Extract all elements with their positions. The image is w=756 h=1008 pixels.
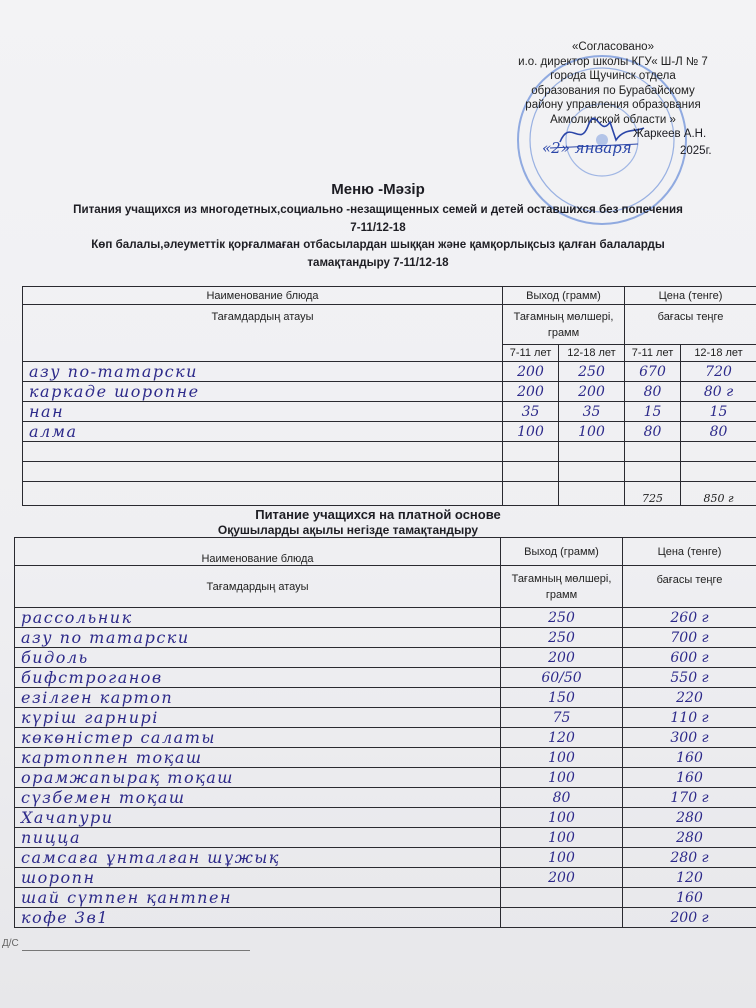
price-7-11: 670 [625, 362, 681, 382]
approval-line: «Согласовано» [572, 41, 654, 53]
dish-name: азу по татарски [15, 628, 501, 648]
output-grams: 75 [501, 708, 623, 728]
price-tenge: 120 [623, 868, 756, 888]
col-header-price-kz: бағасы теңге [623, 566, 756, 608]
price-7-11: 15 [625, 402, 681, 422]
approval-line: образования по Бурабайскому [531, 84, 695, 97]
paid-section-title-ru: Питание учащихся на платной основе [255, 507, 501, 522]
price-tenge: 280 [623, 808, 756, 828]
output-grams: 250 [501, 628, 623, 648]
price-12-18: 80 г [681, 382, 756, 402]
price-12-18 [681, 442, 756, 462]
price-tenge: 160 [623, 768, 756, 788]
price-7-11: 80 [625, 422, 681, 442]
age-group-header: 12-18 лет [681, 345, 756, 362]
output-grams: 250 [501, 608, 623, 628]
output-12-18: 200 [559, 382, 625, 402]
output-grams: 200 [501, 868, 623, 888]
paid-meals-table [14, 537, 756, 928]
dish-name: Хачапури [15, 808, 501, 828]
table-row [23, 382, 756, 402]
table-row [23, 462, 756, 482]
table-row [23, 482, 756, 506]
output-12-18 [559, 462, 625, 482]
dish-name: шай сүтпен қантпен [15, 888, 501, 908]
dish-name: азу по-татарски [23, 362, 503, 382]
col-header-out-kz: Тағамның мөлшері, грамм [503, 305, 625, 345]
table-row [15, 648, 756, 668]
table-row [23, 442, 756, 462]
output-grams: 80 [501, 788, 623, 808]
table-row [15, 728, 756, 748]
table-row [23, 362, 756, 382]
price-tenge: 280 [623, 828, 756, 848]
table-row [23, 402, 756, 422]
price-tenge: 600 г [623, 648, 756, 668]
col-header-name-kz: Тағамдардың атауы [15, 566, 501, 608]
price-tenge: 700 г [623, 628, 756, 648]
approval-date [534, 139, 756, 161]
table-row [15, 908, 756, 928]
price-12-18: 80 [681, 422, 756, 442]
age-group-header: 7-11 лет [625, 345, 681, 362]
table-row [15, 808, 756, 828]
col-header-price-ru: Цена (тенге) [625, 287, 756, 305]
table-row [15, 848, 756, 868]
output-grams [501, 908, 623, 928]
price-12-18: 15 [681, 402, 756, 422]
price-tenge: 110 г [623, 708, 756, 728]
price-tenge: 160 [623, 748, 756, 768]
output-7-11 [503, 482, 559, 506]
dish-name: бифстроганов [15, 668, 501, 688]
price-tenge: 170 г [623, 788, 756, 808]
col-header-out-ru: Выход (грамм) [501, 538, 623, 566]
dish-name: езілген картоп [15, 688, 501, 708]
price-tenge: 280 г [623, 848, 756, 868]
dish-name [23, 462, 503, 482]
output-7-11: 100 [503, 422, 559, 442]
output-grams: 100 [501, 848, 623, 868]
subtitle-ru: Питания учащихся из многодетных,социально -незащищенных семей и детей оставшихся без попечения [73, 203, 683, 216]
subtitle-ru-grades: 7-11/12-18 [350, 221, 406, 234]
output-grams: 200 [501, 648, 623, 668]
output-grams [501, 888, 623, 908]
handwritten-date: «2» января [542, 139, 632, 157]
subtitle-kz: Көп балалы,әлеуметтік қорғалмаған отбасылардан шыққан және қамқорлықсыз қалған балаларды [91, 238, 665, 251]
col-header-name-ru: Наименование блюда [23, 287, 503, 305]
dish-name: шоропн [15, 868, 501, 888]
table-row [15, 768, 756, 788]
dish-name: күріш гарнирі [15, 708, 501, 728]
table-row [15, 708, 756, 728]
table-row [15, 788, 756, 808]
dish-name: рассольник [15, 608, 501, 628]
table-row [15, 628, 756, 648]
price-tenge: 300 г [623, 728, 756, 748]
output-7-11 [503, 442, 559, 462]
output-7-11: 200 [503, 382, 559, 402]
total-12-18: 850 г [681, 482, 756, 506]
output-12-18 [559, 482, 625, 506]
output-12-18: 100 [559, 422, 625, 442]
output-12-18: 250 [559, 362, 625, 382]
price-tenge: 200 г [623, 908, 756, 928]
price-12-18: 720 [681, 362, 756, 382]
age-group-header: 12-18 лет [559, 345, 625, 362]
subtitle-kz-2: тамақтандыру 7-11/12-18 [307, 256, 449, 269]
dish-name: пицца [15, 828, 501, 848]
price-7-11 [625, 462, 681, 482]
price-7-11 [625, 442, 681, 462]
output-grams: 100 [501, 748, 623, 768]
approval-line: району управления образования [525, 99, 701, 112]
date-year: 2025г. [680, 145, 712, 157]
price-tenge: 220 [623, 688, 756, 708]
price-tenge: 260 г [623, 608, 756, 628]
output-12-18: 35 [559, 402, 625, 422]
output-grams: 120 [501, 728, 623, 748]
dish-name: кофе 3в1 [15, 908, 501, 928]
free-meals-table [22, 286, 756, 506]
table-row [15, 608, 756, 628]
col-header-out-ru: Выход (грамм) [503, 287, 625, 305]
col-header-price-kz: бағасы теңге [625, 305, 756, 345]
table-row [15, 888, 756, 908]
dish-name: алма [23, 422, 503, 442]
table-row [15, 868, 756, 888]
output-7-11: 200 [503, 362, 559, 382]
dish-name: орамжапырақ тоқаш [15, 768, 501, 788]
dish-name: самсаға ұнталған шұжық [15, 848, 501, 868]
output-grams: 150 [501, 688, 623, 708]
table-row [23, 422, 756, 442]
approval-line: города Щучинск отдела [550, 70, 676, 83]
col-header-out-kz: Тағамның мөлшері, грамм [501, 566, 623, 608]
output-7-11: 35 [503, 402, 559, 422]
dish-name: картоппен тоқаш [15, 748, 501, 768]
dish-name: бидоль [15, 648, 501, 668]
dish-name: нан [23, 402, 503, 422]
dish-name: көкөністер салаты [15, 728, 501, 748]
output-12-18 [559, 442, 625, 462]
dish-name: каркаде шоропне [23, 382, 503, 402]
approval-line: и.о. директор школы КГУ« Ш-Л № 7 [518, 55, 708, 68]
col-header-name-kz: Тағамдардың атауы [23, 305, 503, 362]
table-row [15, 748, 756, 768]
signer-name: Жаркеев А.Н. [633, 128, 707, 140]
col-header-price-ru: Цена (тенге) [623, 538, 756, 566]
price-7-11: 80 [625, 382, 681, 402]
output-7-11 [503, 462, 559, 482]
approval-line: Акмолинской области » [550, 113, 676, 126]
price-tenge: 160 [623, 888, 756, 908]
output-grams: 100 [501, 768, 623, 788]
dish-name [23, 442, 503, 462]
dish-name [23, 482, 503, 506]
col-header-name-ru: Наименование блюда [15, 538, 501, 566]
age-group-header: 7-11 лет [503, 345, 559, 362]
dish-name: сүзбемен тоқаш [15, 788, 501, 808]
output-grams: 100 [501, 808, 623, 828]
footer-signature-line [22, 950, 250, 951]
paid-section-title-kz: Оқушыларды ақылы негізде тамақтандыру [217, 523, 479, 537]
price-12-18 [681, 462, 756, 482]
table-row [15, 828, 756, 848]
price-tenge: 550 г [623, 668, 756, 688]
table-row [15, 688, 756, 708]
table-row [15, 668, 756, 688]
total-7-11: 725 [625, 482, 681, 506]
output-grams: 100 [501, 828, 623, 848]
page-title: Меню -Мәзір [331, 181, 425, 198]
output-grams: 60/50 [501, 668, 623, 688]
footer-ds-label: Д/С [2, 938, 19, 949]
